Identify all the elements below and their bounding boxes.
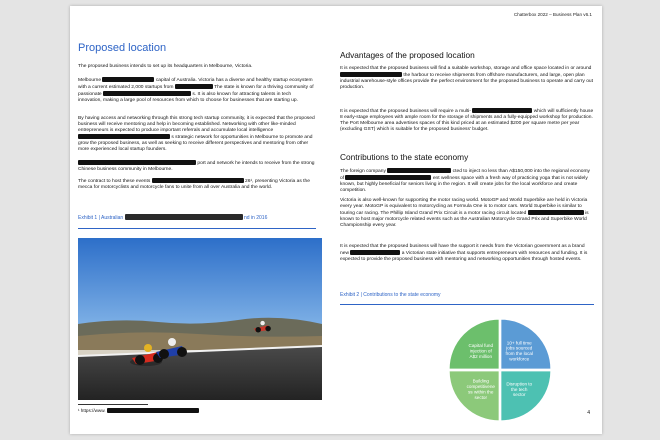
- paragraph-workshop: [340, 66, 594, 91]
- contributions-pie-chart: [440, 316, 560, 424]
- redaction-bar: [528, 210, 584, 215]
- redaction-bar: [472, 108, 532, 113]
- page-header: Chatterbox 2022 – Business Plan v6.1: [513, 12, 592, 17]
- pie-slice-label-1: [505, 340, 533, 361]
- pie-label-line: competitivene: [466, 384, 495, 390]
- pie-slice-2: [501, 371, 551, 421]
- paragraph-investment: [340, 168, 594, 194]
- section-title-contributions: Contributions to the state economy: [340, 152, 469, 162]
- text-fragment: The contract to host these events: [78, 179, 151, 184]
- pie-label-line: sector: [474, 394, 488, 400]
- redaction-bar: [78, 160, 196, 165]
- redaction-bar: [107, 408, 199, 413]
- text-fragment: By having access and networking through this strong tech startup community, it is expected that the proposed business will receive mentoring and help in becoming established. Networking with other like-minded entrepreneurs is expected to produce important referrals and accumulate local intelligence: [78, 116, 315, 133]
- text-fragment: s. It is also known for attracting talents in tech innovation, making a large pool of resources from which to choose for businesses that are starting up.: [78, 91, 298, 103]
- exhibit-rule: [340, 304, 594, 305]
- pie-label-line: Capital fund: [468, 342, 494, 348]
- pie-label-line: from the local: [505, 351, 534, 357]
- paragraph-government-support: [340, 244, 594, 263]
- text-fragment: Victoria is also well-known for supporting the motor racing world. MotoGP and World Superbike are held in Victoria every year. MotoGP is equivalent to motorcycling as Formula One is to motor cars. World Superbike is similar to touring car racing. The Phillip Island Grand Prix Circuit is a motor racing circuit located: [340, 198, 588, 216]
- pie-label-line: ss within the: [468, 389, 494, 395]
- paragraph-space: [340, 108, 594, 133]
- race-scene-image: [78, 238, 322, 400]
- paragraph-networking: [78, 116, 316, 152]
- pie-label-line: Building: [472, 378, 489, 384]
- redaction-bar: [175, 84, 213, 89]
- redaction-bar: [350, 250, 400, 255]
- exhibit-rule: [78, 228, 316, 229]
- text-fragment: a Victorian state initiative that supports entrepreneurs with resources and funding. It is expected to provide the proposed business with mentoring and networking opportunities through hosted events.: [340, 250, 588, 262]
- paragraph-melbourne: [78, 77, 316, 104]
- text-fragment: cted to inject no less than A$150,000 into the regional economy of: [340, 169, 590, 181]
- text-fragment: It is expected that the proposed business will require a multi-: [340, 109, 472, 114]
- paragraph-motor-racing: [340, 198, 594, 229]
- pie-label-line: the tech: [511, 386, 528, 392]
- pie-label-line: sector: [512, 392, 526, 398]
- paragraph-chinese-community: [78, 160, 316, 173]
- section-title-advantages: Advantages of the proposed location: [340, 50, 475, 60]
- text-fragment: 26¹, presenting Victoria as the mecca for motorcyclists and motorcycle fans to unite from all over Australia and the world.: [78, 179, 310, 190]
- document-page: [70, 6, 602, 434]
- text-fragment: ent wellness space with a fresh way of practicing yoga that is not widely known, but highly beneficial for seniors living in the region. It will create jobs for the local workforce and create competition.: [340, 175, 588, 193]
- text-fragment: the harbour to receive shipments from offshore manufacturers, and large, open plan industrial warehouse-style offices provide the perfect environment for the proposed business to operate and carry out production.: [340, 72, 594, 90]
- redaction-bar: [102, 77, 154, 82]
- text-fragment: ¹ https://www.: [78, 408, 106, 413]
- text-fragment: Melbourne: [78, 78, 102, 83]
- paragraph-events: [78, 178, 316, 191]
- footnote-divider: [78, 404, 148, 405]
- text-fragment: The foreign company: [340, 169, 386, 174]
- section-title-proposed-location: Proposed location: [78, 42, 167, 54]
- page-number: 4: [587, 410, 590, 416]
- text-fragment: It is expected that the proposed business will find a suitable workshop, storage and office space located in or around: [340, 66, 592, 71]
- text-fragment: capital of Australia. Victoria has a diverse and healthy startup ecosystem with a current estimated 2,000 startups from: [78, 78, 313, 90]
- redaction-bar: [345, 175, 431, 180]
- exhibit-2-caption: Exhibit 2 | Contributions to the state economy: [340, 292, 441, 298]
- paragraph-intro: The proposed business intends to set up its headquarters in Melbourne, Victoria.: [78, 64, 253, 69]
- redaction-bar: [125, 214, 243, 220]
- text-fragment: It is expected that the proposed business will have the support it needs from the Victorian government as a brand new: [340, 244, 585, 256]
- exhibit-1-caption: [78, 214, 316, 221]
- redaction-bar: [103, 91, 191, 96]
- pie-label-line: injection of: [469, 348, 492, 354]
- pie-label-line: 10+ full time: [506, 340, 532, 346]
- redaction-bar: [387, 168, 451, 173]
- redaction-bar: [78, 134, 170, 139]
- redaction-bar: [340, 72, 402, 77]
- text-fragment: port and network he intends to receive from the strong Chinese business community in Melbourne.: [78, 161, 315, 172]
- text-fragment: The state is known for a thriving community of passionate: [78, 84, 314, 97]
- text-fragment: s strategic network for opportunities in Melbourne to promote and grow the proposed business, as well as seeking to receive different perspectives and mentoring from other more experienced local startup founders.: [78, 134, 313, 152]
- pie-slice-label-4: [469, 343, 494, 359]
- motorcycle-race-photo: [78, 238, 322, 400]
- pie-label-line: workforce: [509, 356, 530, 362]
- pie-label-line: Disruption to: [506, 381, 533, 387]
- text-fragment: nd in 2016: [244, 215, 268, 221]
- text-fragment: which will sufficiently house 8 early-stage employees with ample room for the storage of shipments and a fully-equipped workshop for production. The Port Melbourne area advertises spaces of this kind priced at an estimated $200 per square metre per year (excluding GST) which is suitable for the proposed business' budget.: [340, 109, 594, 132]
- pie-slices: [449, 319, 551, 421]
- pie-label-line: jobs sourced: [506, 345, 533, 351]
- text-fragment: Exhibit 1 | Australian: [78, 215, 124, 221]
- footnote: [78, 408, 199, 413]
- redaction-bar: [152, 178, 244, 183]
- pie-label-line: A$2 million: [469, 353, 493, 359]
- text-fragment: is known to host major motorcycle related events such as the Australian Motorcycle Grand Prix and Superbike World Championship every year.: [340, 210, 589, 228]
